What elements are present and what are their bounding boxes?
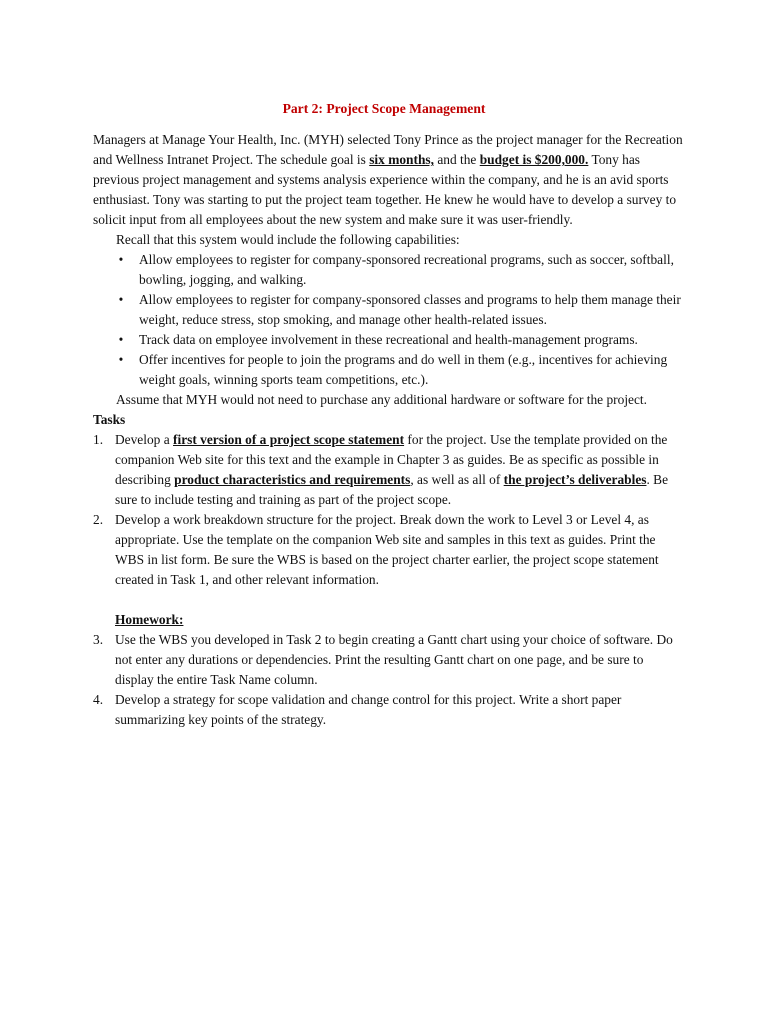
capability-text: Offer incentives for people to join the programs and do well in them (e.g., incentives for achieving weight goals, winning sports team competitions, etc.). (139, 352, 668, 387)
schedule-goal: six months, (369, 152, 434, 167)
list-item (93, 290, 683, 330)
list-item (93, 330, 683, 350)
task-number: 3. (93, 632, 104, 647)
tasks-list (93, 430, 683, 590)
task-emphasis: product characteristics and requirements (174, 472, 411, 487)
task-text: Use the WBS you developed in Task 2 to begin creating a Gantt chart using your choice of software. Do not enter any durations or dependencies. Print the resulting Gantt chart on one page, and be sure to display the entire Task Name column. (115, 632, 673, 687)
task-text: Develop a work breakdown structure for the project. Break down the work to Level 3 or Level 4, as appropriate. Use the template on the companion Web site and samples in this text as guides. Print the WBS in list form. Be sure the WBS is based on the project charter earlier, the project scope statement created in Task 1, and other relevant information. (115, 512, 659, 587)
bullet-icon: • (118, 292, 124, 307)
capabilities-intro: Recall that this system would include the following capabilities: (116, 232, 460, 247)
capability-text: Track data on employee involvement in these recreational and health-management programs. (139, 332, 638, 347)
task-text: Develop a (115, 432, 174, 447)
task-number: 2. (93, 512, 104, 527)
intro-paragraph (93, 130, 683, 230)
task-item-3 (93, 630, 683, 690)
budget-goal: budget is $200,000. (479, 152, 589, 167)
list-item (93, 250, 683, 290)
intro-text: and the (433, 152, 480, 167)
task-number: 1. (93, 432, 104, 447)
intro-text: Managers at Manage Your Health, Inc. (MYH) selected Tony Prince as the project manager for the Recreation and Wellness Intranet Project. The schedule goal is (93, 132, 683, 167)
bullet-icon: • (118, 352, 124, 367)
bullet-icon: • (118, 252, 124, 267)
task-text: . Be sure to include testing and training as part of the project scope. (115, 472, 669, 507)
intro-text: Tony has previous project management and systems analysis experience within the company, and he is an avid sports enthusiast. Tony was starting to put the project team together. He knew he would have to develop a survey to solicit input from all employees about the new system and make sure it was user-friendly. (93, 152, 677, 227)
task-item-1 (93, 430, 683, 510)
capabilities-list (93, 250, 683, 390)
task-emphasis: first version of a project scope statement (173, 432, 405, 447)
document-body (93, 130, 683, 730)
task-number: 4. (93, 692, 104, 707)
homework-list (93, 630, 683, 730)
task-item-2 (93, 510, 683, 590)
capability-text: Allow employees to register for company-sponsored classes and programs to help them manage their weight, reduce stress, stop smoking, and manage other health-related issues. (139, 292, 681, 327)
task-text: , as well as all of (410, 472, 504, 487)
task-emphasis: the project’s deliverables (503, 472, 647, 487)
homework-heading: Homework: (115, 612, 184, 627)
tasks-heading: Tasks (93, 412, 126, 427)
task-text: for the project. Use the template provided on the companion Web site for this text and the example in Chapter 3 as guides. Be as specific as possible in describing (115, 432, 668, 487)
task-item-4 (93, 690, 683, 730)
assumption-paragraph: Assume that MYH would not need to purchase any additional hardware or software for the project. (116, 392, 648, 407)
capability-text: Allow employees to register for company-sponsored recreational programs, such as soccer, softball, bowling, jogging, and walking. (139, 252, 674, 287)
bullet-icon: • (118, 332, 124, 347)
task-text: Develop a strategy for scope validation and change control for this project. Write a short paper summarizing key points of the strategy. (115, 692, 622, 727)
list-item (93, 350, 683, 390)
page-title: Part 2: Project Scope Management (282, 101, 486, 116)
